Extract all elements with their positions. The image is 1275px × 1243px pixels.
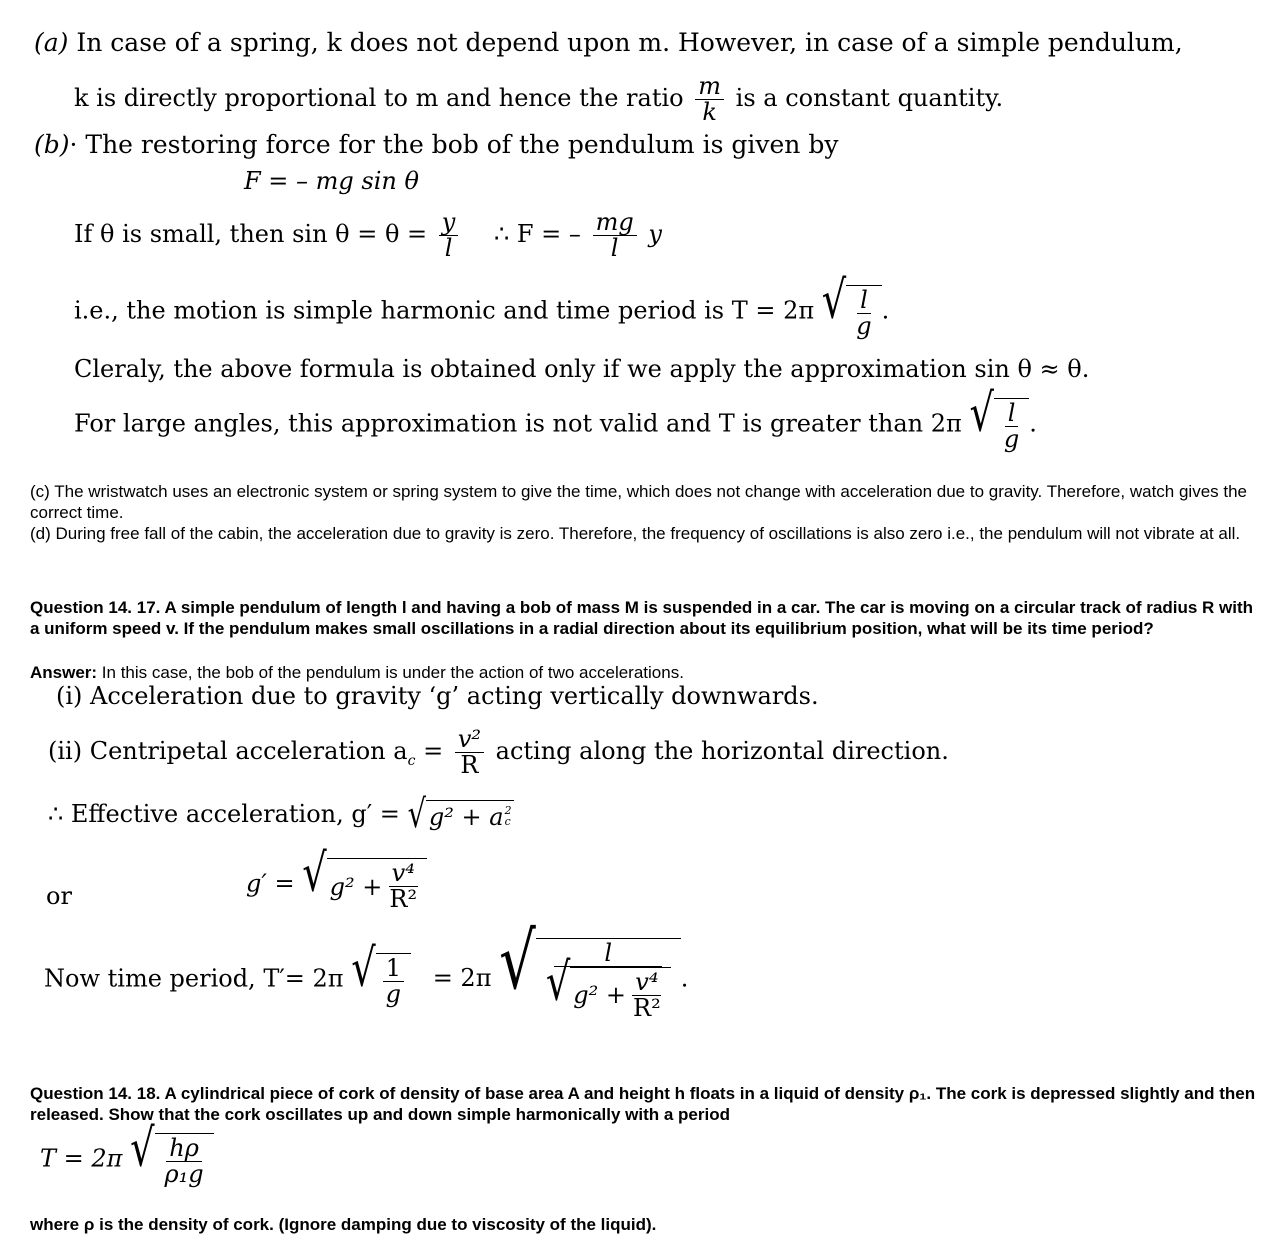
answer-text: In this case, the bob of the pendulum is under the action of two accelerations. — [97, 663, 684, 682]
l-over-g-2 — [1001, 401, 1022, 452]
radical-sign: √ — [351, 937, 376, 999]
part-b-line1 — [34, 130, 838, 159]
effective-rad: g² + a — [428, 803, 504, 831]
item-i: (i) Acceleration due to gravity ‘g’ acting vertically downwards. — [56, 682, 819, 710]
radical-sign: √ — [499, 916, 536, 1008]
l-over-nested-root — [543, 941, 674, 1022]
radical-sign: √ — [130, 1118, 155, 1179]
ratio-den: k — [702, 98, 717, 127]
item-ii-prefix: (ii) Centripetal acceleration a — [48, 737, 408, 766]
therefore-force: ∴ F = – — [494, 220, 581, 249]
part-a-line2-prefix: k is directly proportional to m and hence the ratio — [74, 84, 684, 113]
q18-footer: where ρ is the density of cork. (Ignore damping due to viscosity of the liquid). — [30, 1215, 657, 1234]
or-label: or — [46, 882, 72, 910]
effective-sub: c — [504, 815, 511, 828]
sqrt-g2-ac2 — [407, 790, 515, 837]
one-over-g — [383, 953, 404, 1008]
sqrt-num-2: l — [1005, 401, 1019, 427]
radical-sign: √ — [407, 790, 426, 837]
inner-g2-plus: g² + — [573, 981, 627, 1010]
sqrt-num: l — [857, 288, 871, 314]
part-a-text: In case of a spring, k does not depend upon m. However, in case of a simple pendulum, — [76, 28, 1183, 57]
nested-root — [543, 952, 674, 1023]
cork-num: hρ — [166, 1136, 202, 1162]
inner-v4-over-R2 — [630, 970, 664, 1021]
mg-den: l — [610, 234, 619, 263]
part-d: (d) During free fall of the cabin, the acceleration due to gravity is zero. Therefore, the frequency of oscillations is also zero i.e., the pendulum will not vibrate at all. — [30, 524, 1241, 543]
sqrt-l-over-g — [821, 270, 882, 341]
question-14-17: Question 14. 17. A simple pendulum of length l and having a bob of mass M is suspended in a car. The car is moving on a circular track of radius R with a uniform speed v. If the pendulum makes small oscillations in a radial direction about its equilibrium position, what will be its time period? — [30, 598, 1254, 638]
answer-label: Answer: — [30, 663, 98, 682]
sqrt-l-over-nested — [499, 916, 681, 1023]
inner-R2: R² — [633, 994, 661, 1023]
mg-over-l — [593, 210, 637, 261]
g-prime-expanded — [246, 843, 427, 914]
radical-sign: √ — [821, 270, 847, 331]
cork-den: ρ₁g — [164, 1160, 204, 1189]
ratio-num: m — [695, 74, 724, 100]
period-g: g — [385, 979, 402, 1008]
part-a-line2-suffix: is a constant quantity. — [735, 84, 1004, 113]
period-one: 1 — [383, 956, 404, 982]
g-prime: g′ = — [246, 869, 295, 898]
part-b-text: · The restoring force for the bob of the pendulum is given by — [69, 130, 839, 159]
part-a-line2 — [74, 74, 1003, 125]
part-a-line1 — [34, 28, 1183, 57]
ie-line: i.e., the motion is simple harmonic and time period is T = 2π √ $\frac{l}{g}$ . — [74, 285, 889, 339]
ie-text: i.e., the motion is simple harmonic and time period is T = 2π — [74, 296, 815, 325]
part-b-label: (b) — [34, 130, 70, 159]
y-num: y — [439, 210, 459, 236]
large-angles-text: For large angles, this approximation is not valid and T is greater than 2π — [74, 409, 962, 438]
sqrt-g2-v4-R2 — [302, 843, 427, 914]
question-14-18: Question 14. 18. A cylindrical piece of cork of density of base area A and height h floats in a liquid of density ρ₁. The cork is depressed slightly and then released. Show that the cork oscillates up and down simple harmonically with a period — [30, 1084, 1256, 1124]
sqrt-l-over-g-2 — [969, 383, 1029, 454]
cork-T-eq: T = 2π — [40, 1144, 123, 1173]
R2: R² — [389, 885, 418, 914]
clearly-line: Cleraly, the above formula is obtained only if we apply the approximation sin θ ≈ θ. — [74, 355, 1090, 383]
sqrt-den-2: g — [1003, 425, 1020, 454]
R: R — [460, 751, 479, 780]
inner-v4: v⁴ — [632, 970, 661, 996]
item-ii — [48, 727, 949, 778]
v4-over-R2 — [386, 861, 420, 912]
radical-sign: √ — [545, 952, 571, 1014]
v4: v⁴ — [389, 861, 418, 887]
sqrt-1-over-g — [351, 937, 411, 1008]
y-over-l — [439, 210, 459, 261]
l-over-g — [853, 288, 874, 339]
hrho-over-rho1g — [162, 1136, 207, 1187]
large-angles-line: For large angles, this approximation is not valid and T is greater than 2π √ $\frac{l}{g}$ . — [74, 398, 1037, 452]
part-a-label: (a) — [34, 28, 69, 57]
effective-acceleration — [48, 790, 514, 837]
radical-sign: √ — [969, 383, 994, 444]
ratio-m-over-k — [695, 74, 724, 125]
item-ii-suffix: acting along the horizontal direction. — [495, 737, 949, 766]
force-equation: F = – mg sin θ — [244, 167, 419, 195]
small-angle-line — [74, 210, 662, 261]
q17-answer-line — [30, 662, 684, 683]
mg-num: mg — [593, 210, 637, 236]
period-eq2: = 2π — [432, 964, 492, 993]
small-angle-prefix: If θ is small, then sin θ = θ = — [74, 220, 428, 249]
part-c: (c) The wristwatch uses an electronic system or spring system to give the time, which does not change with acceleration due to gravity. Therefore, watch gives the correct time. — [30, 482, 1248, 522]
cork-period — [40, 1118, 214, 1189]
item-ii-eq: = — [423, 737, 444, 766]
sqrt-den: g — [856, 312, 872, 341]
v2: v² — [455, 727, 484, 753]
radical-sign: √ — [302, 843, 327, 904]
time-period-line: Now time period, T′= 2π √ $\frac{1}{g}$ = 2π √ l √ g² + $\frac{\text{v⁴}}{\text{R²}}$ . — [44, 938, 688, 1022]
effective-sup: 2 — [504, 804, 512, 818]
effective-prefix: ∴ Effective acceleration, g′ = — [48, 800, 400, 828]
period-l: l — [554, 941, 662, 967]
g2-plus: g² + — [329, 872, 383, 901]
item-ii-sub: c — [407, 752, 416, 769]
sqrt-hrho-over-rho1g — [130, 1118, 214, 1189]
force-tail: y — [648, 220, 662, 249]
inner-sqrt — [545, 952, 671, 1023]
l-den: l — [444, 234, 453, 263]
period-prefix: Now time period, T′= 2π — [44, 964, 344, 993]
v2-over-R — [455, 727, 484, 778]
